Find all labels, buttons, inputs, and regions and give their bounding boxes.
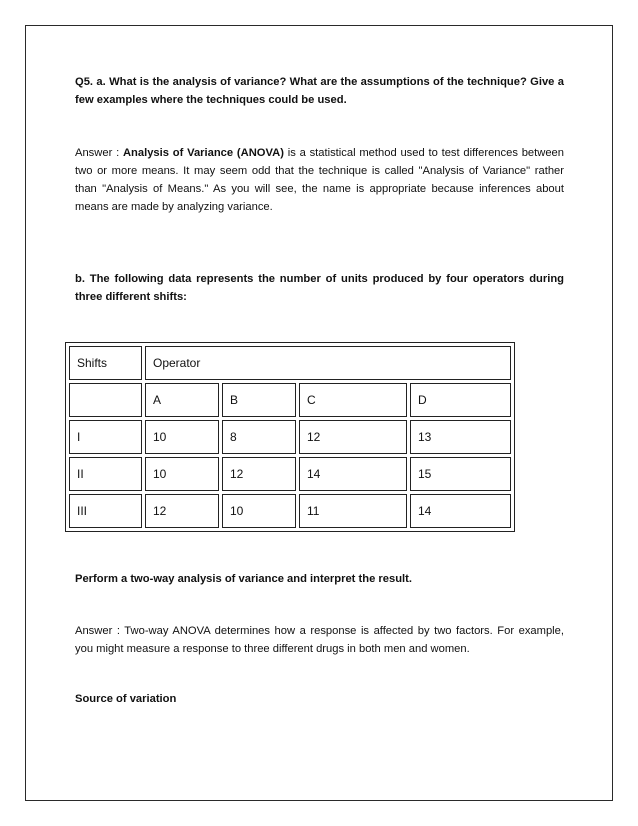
table-cell: 10 <box>145 420 219 454</box>
table-cell: 12 <box>299 420 407 454</box>
table-shift-label: I <box>69 420 142 454</box>
q5-answer <box>75 144 564 216</box>
table-cell: 10 <box>145 457 219 491</box>
table-shift-label: II <box>69 457 142 491</box>
table-operator-c: C <box>299 383 407 417</box>
table-cell: 12 <box>145 494 219 528</box>
table-header-operator: Operator <box>145 346 511 380</box>
part-b-answer: Answer : Two-way ANOVA determines how a response is affected by two factors. For example, you might measure a response to three different drugs in both men and women. <box>75 625 564 655</box>
table-operator-a: A <box>145 383 219 417</box>
table-shift-label: III <box>69 494 142 528</box>
table-cell: 10 <box>222 494 296 528</box>
operator-table <box>65 342 515 532</box>
table-cell: 14 <box>299 457 407 491</box>
part-b-task: Perform a two-way analysis of variance and interpret the result. <box>75 573 412 585</box>
source-of-variation-heading: Source of variation <box>75 693 177 705</box>
q5-question: Q5. a. What is the analysis of variance? What are the assumptions of the technique? Give a few examples where the techniques could be used. <box>75 76 564 106</box>
table-cell: 13 <box>410 420 511 454</box>
table-cell: 15 <box>410 457 511 491</box>
table-header-shifts: Shifts <box>69 346 142 380</box>
table-row <box>69 420 511 454</box>
table-cell: 12 <box>222 457 296 491</box>
table-header-row <box>69 346 511 380</box>
answer-prefix: Answer : <box>75 147 123 159</box>
table-row <box>69 494 511 528</box>
table-operator-row <box>69 383 511 417</box>
table-cell: 8 <box>222 420 296 454</box>
part-b-question: b. The following data represents the number of units produced by four operators during three different shifts: <box>75 273 564 303</box>
table-cell: 11 <box>299 494 407 528</box>
table-operator-d: D <box>410 383 511 417</box>
table-cell-empty <box>69 383 142 417</box>
table-cell: 14 <box>410 494 511 528</box>
table-row <box>69 457 511 491</box>
answer-term: Analysis of Variance (ANOVA) <box>122 147 284 159</box>
table-operator-b: B <box>222 383 296 417</box>
answer-body: is a statistical method used to test differences between two or more means. It may seem odd that the technique is called "Analysis of Variance" rather than "Analysis of Means." As you will see, the name is appropriate because inferences about means are made by analyzing variance. <box>75 147 564 213</box>
